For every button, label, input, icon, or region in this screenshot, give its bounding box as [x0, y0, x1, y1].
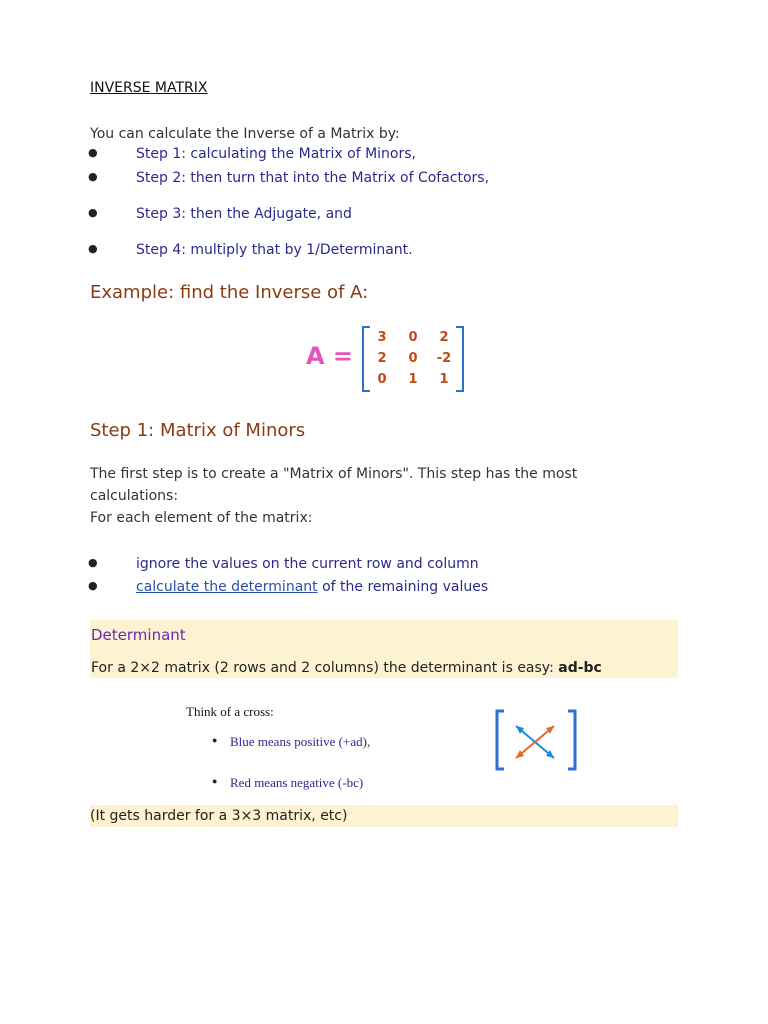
- list-item: ● Step 2: then turn that into the Matrix of Cofactors,: [88, 170, 490, 186]
- step1-line: calculations:: [90, 488, 179, 504]
- bullet-icon: ●: [88, 146, 98, 159]
- bullet-icon: ●: [88, 556, 98, 569]
- right-bracket-icon: [456, 326, 464, 392]
- matrix-cell: 0: [408, 330, 418, 345]
- list-item: ● Blue means positive (+ad),: [212, 734, 371, 749]
- cross-intro: Think of a cross:: [186, 704, 274, 719]
- bullet-icon: ●: [88, 579, 98, 592]
- list-item: ● calculate the determinant of the remaining values: [88, 579, 489, 595]
- list-item: ● Step 3: then the Adjugate, and: [88, 206, 352, 222]
- determinant-link[interactable]: calculate the determinant: [136, 579, 318, 595]
- matrix-cell: 2: [377, 351, 387, 366]
- list-item: ● Step 1: calculating the Matrix of Minors,: [88, 146, 416, 162]
- bullet-icon: ●: [212, 735, 218, 745]
- example-heading: Example: find the Inverse of A:: [90, 282, 369, 303]
- matrix-cell: 0: [408, 351, 418, 366]
- matrix-cell: 0: [377, 372, 387, 387]
- matrix-a: [362, 326, 464, 392]
- matrix-cell: 2: [439, 330, 449, 345]
- bullet-icon: ●: [88, 242, 98, 255]
- bullet-icon: ●: [212, 776, 218, 786]
- cross-diagram: [494, 708, 578, 772]
- list-item: ● Red means negative (-bc): [212, 775, 364, 790]
- bullet-icon: ●: [88, 206, 98, 219]
- step1-paragraph: [90, 463, 690, 529]
- list-item: ● ignore the values on the current row and column: [88, 556, 479, 572]
- matrix-label: A =: [306, 342, 354, 370]
- determinant-title: Determinant: [91, 626, 186, 644]
- determinant-formula: ad-bc: [558, 660, 602, 676]
- intro-text: You can calculate the Inverse of a Matrix by:: [90, 126, 400, 142]
- matrix-cell: 3: [377, 330, 387, 345]
- matrix-cell: 1: [439, 372, 449, 387]
- left-bracket-icon: [497, 711, 504, 769]
- bullet-icon: ●: [88, 170, 98, 183]
- matrix-cell: -2: [436, 351, 452, 366]
- step1-line: For each element of the matrix:: [90, 510, 313, 526]
- step1-line: The first step is to create a "Matrix of Minors". This step has the most: [90, 466, 578, 482]
- matrix-cell: 1: [408, 372, 418, 387]
- determinant-text: For a 2×2 matrix (2 rows and 2 columns) the determinant is easy: ad-bc: [91, 660, 602, 676]
- left-bracket-icon: [362, 326, 370, 392]
- list-item: ● Step 4: multiply that by 1/Determinant.: [88, 242, 413, 258]
- right-bracket-icon: [568, 711, 575, 769]
- step1-heading: Step 1: Matrix of Minors: [90, 420, 306, 441]
- harder-note: (It gets harder for a 3×3 matrix, etc): [90, 808, 348, 824]
- page-title: INVERSE MATRIX: [90, 80, 208, 96]
